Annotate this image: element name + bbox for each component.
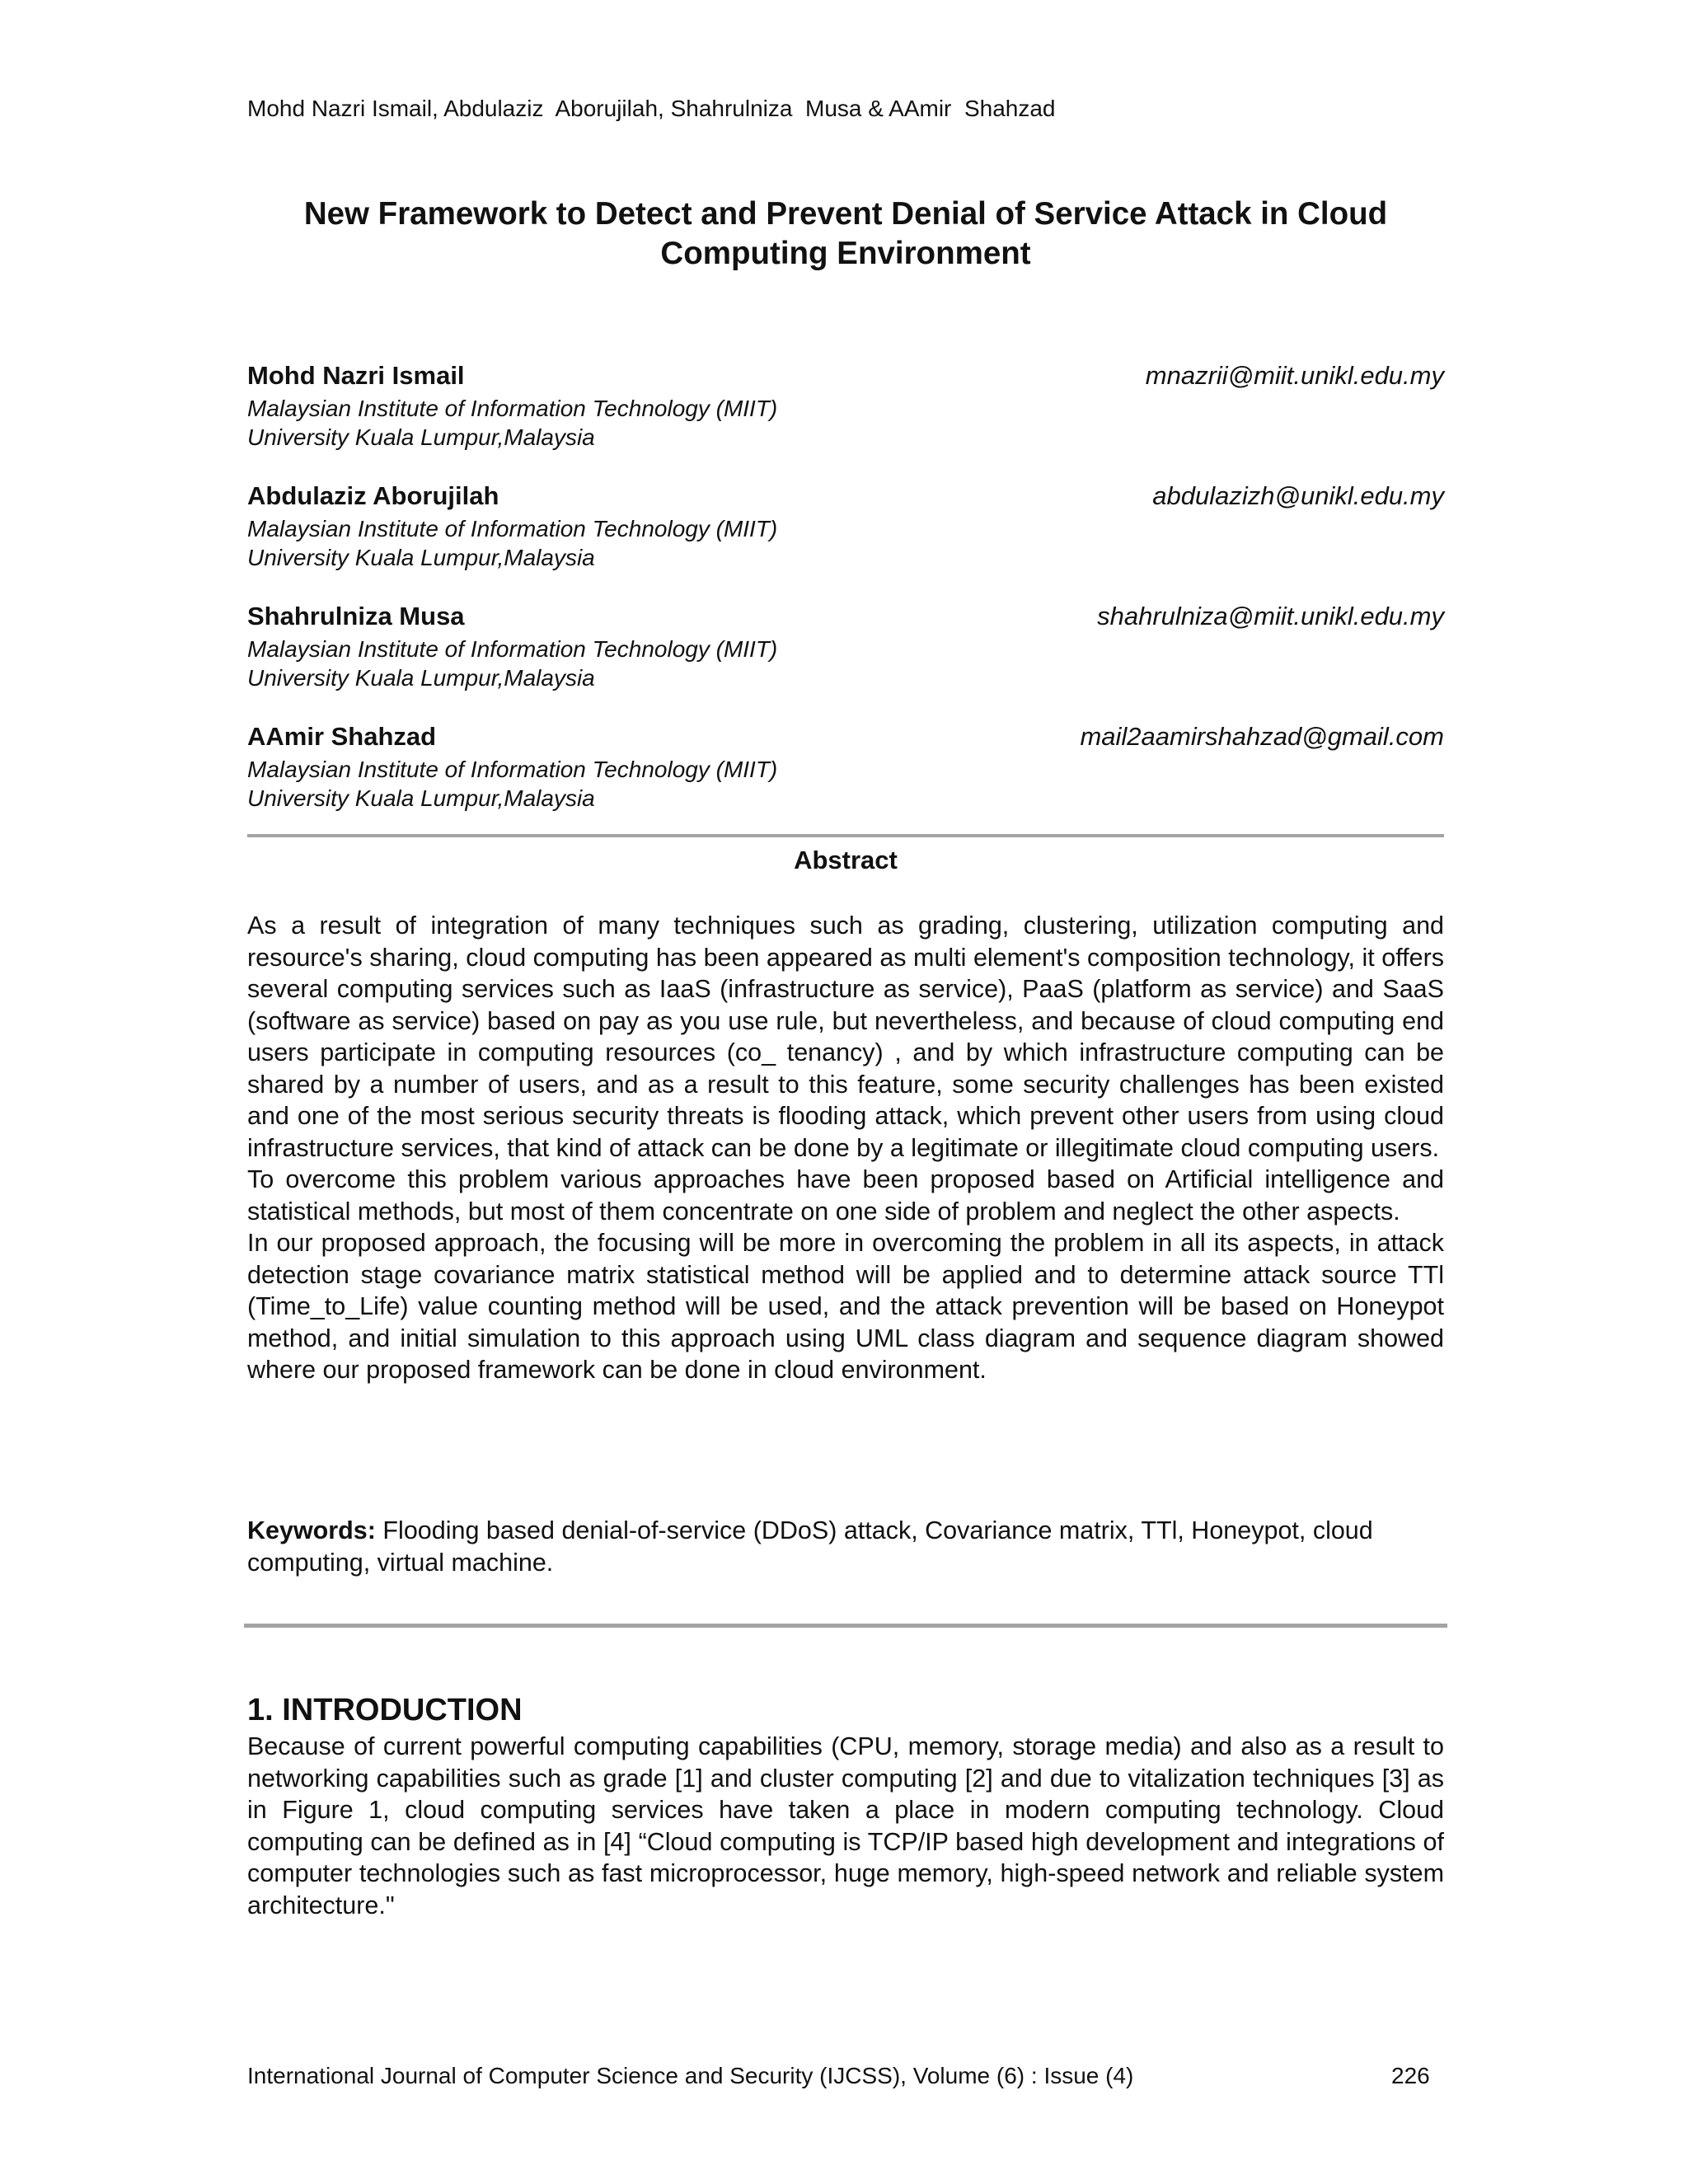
author-email: mail2aamirshahzad@gmail.com bbox=[1080, 722, 1444, 751]
affiliation-institute: Malaysian Institute of Information Technology (MIIT) bbox=[247, 396, 778, 421]
section-heading-introduction: 1. INTRODUCTION bbox=[247, 1693, 523, 1727]
affiliation-university: University Kuala Lumpur,Malaysia bbox=[247, 424, 595, 450]
abstract-bottom-divider bbox=[244, 1624, 1447, 1628]
author-email: abdulazizh@unikl.edu.my bbox=[1152, 481, 1444, 510]
affiliation-university: University Kuala Lumpur,Malaysia bbox=[247, 545, 595, 570]
affiliation-university: University Kuala Lumpur,Malaysia bbox=[247, 785, 595, 811]
author-block bbox=[247, 359, 1444, 466]
author-affiliation bbox=[247, 755, 777, 813]
author-name: Mohd Nazri Ismail bbox=[247, 361, 465, 390]
keywords-label: Keywords: bbox=[247, 1516, 376, 1544]
author-name: Abdulaziz Aborujilah bbox=[247, 481, 499, 510]
author-block bbox=[247, 720, 1444, 827]
author-email: mnazrii@miit.unikl.edu.my bbox=[1145, 361, 1444, 390]
paper-title-line-2: Computing Environment bbox=[660, 236, 1031, 271]
author-name: AAmir Shahzad bbox=[247, 722, 437, 751]
page-number: 226 bbox=[1391, 2063, 1430, 2088]
abstract-paragraph: As a result of integration of many techniques such as grading, clustering, utilization computing and resource's sharing, cloud computing has been appeared as multi element's composition technology, it offers several computing services such as IaaS (infrastructure as service), PaaS (platform as service) and SaaS (software as service) based on pay as you use rule, but nevertheless, and because of cloud computing end users participate in computing resources (co_ tenancy) , and by which infrastructure computing can be shared by a number of users, and as a result to this feature, some security challenges has been existed and one of the most serious security threats is flooding attack, which prevent other users from using cloud infrastructure services, that kind of attack can be done by a legitimate or illegitimate cloud computing users. bbox=[247, 912, 1444, 1162]
introduction-paragraph: Because of current powerful computing capabilities (CPU, memory, storage media) and also as a result to networking capabilities such as grade [1] and cluster computing [2] and due to vitalization techniques [3] as in Figure 1, cloud computing services have taken a place in modern computing technology. Cloud computing can be defined as in [4] “Cloud computing is TCP/IP based high development and integrations of computer technologies such as fast microprocessor, huge memory, high-speed network and reliable system architecture." bbox=[247, 1732, 1444, 1919]
abstract-heading: Abstract bbox=[794, 846, 898, 874]
author-block bbox=[247, 480, 1444, 587]
footer-journal: International Journal of Computer Science and Security (IJCSS), Volume (6) : Issue (4) bbox=[247, 2063, 1134, 2088]
affiliation-institute: Malaysian Institute of Information Technology (MIIT) bbox=[247, 516, 778, 541]
abstract-top-divider bbox=[247, 834, 1444, 837]
affiliation-institute: Malaysian Institute of Information Technology (MIIT) bbox=[247, 757, 778, 782]
author-name: Shahrulniza Musa bbox=[247, 602, 465, 630]
affiliation-university: University Kuala Lumpur,Malaysia bbox=[247, 665, 595, 691]
paper-title-line-1: New Framework to Detect and Prevent Denial of Service Attack in Cloud bbox=[303, 196, 1388, 232]
abstract-body bbox=[247, 910, 1444, 1386]
keywords bbox=[247, 1515, 1444, 1578]
abstract-paragraph: To overcome this problem various approaches have been proposed based on Artificial intelligence and statistical methods, but most of them concentrate on one side of problem and neglect the other aspects. bbox=[247, 1165, 1444, 1226]
author-affiliation bbox=[247, 635, 777, 692]
keywords-text: Flooding based denial-of-service (DDoS) attack, Covariance matrix, TTl, Honeypot, cloud computing, virtual machine. bbox=[247, 1516, 1373, 1577]
author-affiliation bbox=[247, 394, 777, 452]
abstract-paragraph: In our proposed approach, the focusing will be more in overcoming the problem in all its aspects, in attack detection stage covariance matrix statistical method will be applied and to determine attack source TTl (Time_to_Life) value counting method will be used, and the attack prevention will be based on Honeypot method, and initial simulation to this approach using UML class diagram and sequence diagram showed where our proposed framework can be done in cloud environment. bbox=[247, 1229, 1444, 1384]
paper-title bbox=[247, 194, 1444, 274]
author-affiliation bbox=[247, 514, 777, 572]
affiliation-institute: Malaysian Institute of Information Technology (MIIT) bbox=[247, 636, 778, 662]
running-header-authors: Mohd Nazri Ismail, Abdulaziz Aborujilah, Shahrulniza Musa & AAmir Shahzad bbox=[247, 96, 1056, 121]
author-block bbox=[247, 600, 1444, 707]
author-email: shahrulniza@miit.unikl.edu.my bbox=[1097, 602, 1444, 630]
